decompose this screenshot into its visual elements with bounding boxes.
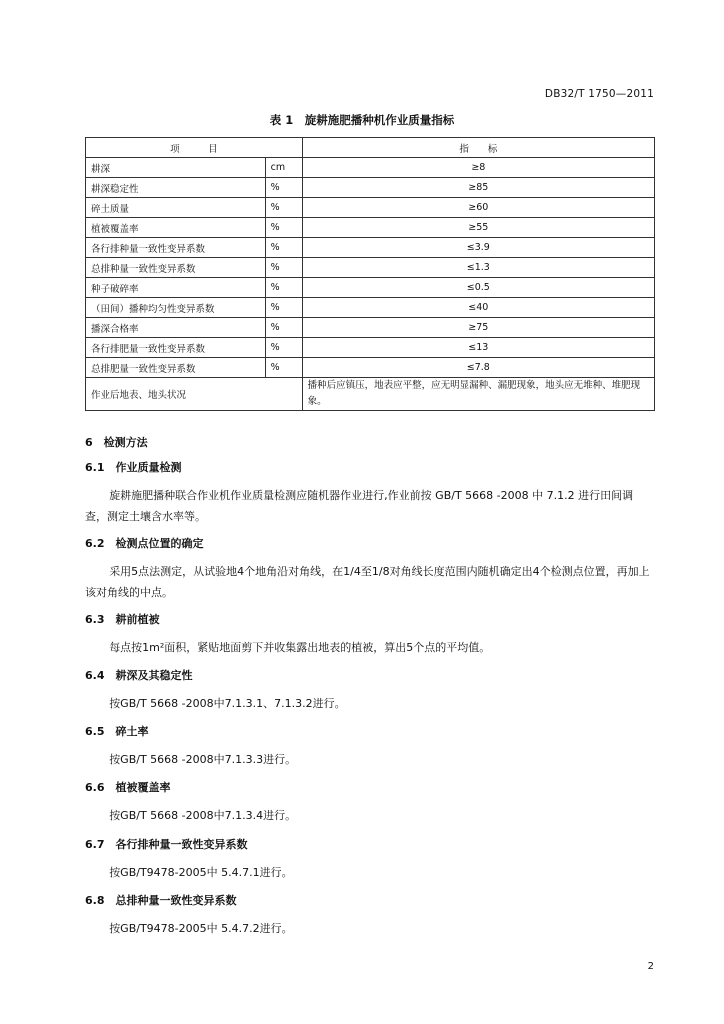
row-spec: ≥55	[302, 218, 654, 238]
section-text: 按GB/T9478-2005中 5.4.7.1进行。	[109, 866, 293, 879]
row-unit: %	[265, 318, 302, 338]
row-unit: %	[265, 358, 302, 378]
section-text: 采用5点法测定，从试验地4个地角沿对角线，在1/4至1/8对角线长度范围内随机确定出4个检测点位置，再加上该对角线的中点。	[85, 565, 650, 599]
row-spec: ≤13	[302, 338, 654, 358]
table-row	[86, 238, 655, 258]
row-item: （田间）播种均匀性变异系数	[86, 298, 266, 318]
section-text: 按GB/T 5668 -2008中7.1.3.3进行。	[109, 753, 297, 766]
row-item: 总排肥量一致性变异系数	[86, 358, 266, 378]
section-text: 每点按1m²面积，紧贴地面剪下并收集露出地表的植被，算出5个点的平均值。	[109, 641, 491, 654]
row-unit: %	[265, 278, 302, 298]
section-title: 6.8 总排种量一致性变异系数	[85, 894, 237, 907]
row-unit: %	[265, 178, 302, 198]
section-text: 旋耕施肥播种联合作业机作业质量检测应随机器作业进行,作业前按 GB/T 5668 -2008 中 7.1.2 进行田间调查，测定土壤含水率等。	[85, 489, 634, 523]
section-text: 按GB/T 5668 -2008中7.1.3.4进行。	[109, 809, 297, 822]
table-row	[86, 218, 655, 238]
section-title: 6.1 作业质量检测	[85, 461, 182, 474]
table-row-final	[86, 378, 655, 411]
section-6-1	[85, 459, 655, 527]
row-unit: %	[265, 218, 302, 238]
section-title: 6.7 各行排种量一致性变异系数	[85, 838, 248, 851]
section-text: 按GB/T9478-2005中 5.4.7.2进行。	[109, 922, 293, 935]
section-6-2	[85, 535, 655, 603]
row-spec: ≤0.5	[302, 278, 654, 298]
row-item: 碎土质量	[86, 198, 266, 218]
row-item: 播深合格率	[86, 318, 266, 338]
page-number: 2	[647, 961, 654, 972]
row-item: 耕深稳定性	[86, 178, 266, 198]
row-item: 耕深	[86, 158, 266, 178]
row-spec: ≥8	[302, 158, 654, 178]
section-6-title: 6 检测方法	[85, 436, 148, 449]
section-text: 按GB/T 5668 -2008中7.1.3.1、7.1.3.2进行。	[109, 697, 346, 710]
table-row	[86, 298, 655, 318]
table-row	[86, 278, 655, 298]
header-item: 项 目	[86, 138, 303, 158]
table-row	[86, 318, 655, 338]
row-item: 各行排肥量一致性变异系数	[86, 338, 266, 358]
row-unit: %	[265, 338, 302, 358]
row-item: 种子破碎率	[86, 278, 266, 298]
section-6-4	[85, 667, 655, 714]
section-6-5	[85, 723, 655, 770]
row-spec: ≤3.9	[302, 238, 654, 258]
table-row	[86, 338, 655, 358]
row-item: 总排种量一致性变异系数	[86, 258, 266, 278]
row-spec: ≥60	[302, 198, 654, 218]
row-item: 各行排种量一致性变异系数	[86, 238, 266, 258]
row-unit: %	[265, 238, 302, 258]
header-spec: 指 标	[302, 138, 654, 158]
row-item: 作业后地表、地头状况	[86, 378, 303, 411]
table-row	[86, 358, 655, 378]
standard-code: DB32/T 1750—2011	[544, 88, 654, 100]
table-body	[86, 158, 655, 378]
table-row	[86, 258, 655, 278]
table-row	[86, 178, 655, 198]
row-unit: cm	[265, 158, 302, 178]
table-header-row	[86, 138, 655, 158]
table-row	[86, 158, 655, 178]
quality-table	[85, 137, 655, 411]
section-6-7	[85, 836, 655, 883]
row-spec: ≥75	[302, 318, 654, 338]
row-unit: %	[265, 298, 302, 318]
section-title: 6.3 耕前植被	[85, 613, 160, 626]
table-row	[86, 198, 655, 218]
section-6-3	[85, 611, 655, 658]
section-title: 6.6 植被覆盖率	[85, 781, 171, 794]
section-title: 6.5 碎土率	[85, 725, 149, 738]
row-spec: ≤1.3	[302, 258, 654, 278]
table-title: 表 1 旋耕施肥播种机作业质量指标	[269, 113, 455, 127]
row-item: 植被覆盖率	[86, 218, 266, 238]
row-unit: %	[265, 198, 302, 218]
row-spec: ≤7.8	[302, 358, 654, 378]
row-spec: ≥85	[302, 178, 654, 198]
row-spec: 播种后应镇压，地表应平整，应无明显漏种、漏肥现象，地头应无堆种、堆肥现象。	[302, 378, 654, 411]
row-spec: ≤40	[302, 298, 654, 318]
section-6-6	[85, 779, 655, 826]
section-title: 6.2 检测点位置的确定	[85, 537, 204, 550]
section-6-8	[85, 892, 655, 939]
section-title: 6.4 耕深及其稳定性	[85, 669, 193, 682]
row-unit: %	[265, 258, 302, 278]
